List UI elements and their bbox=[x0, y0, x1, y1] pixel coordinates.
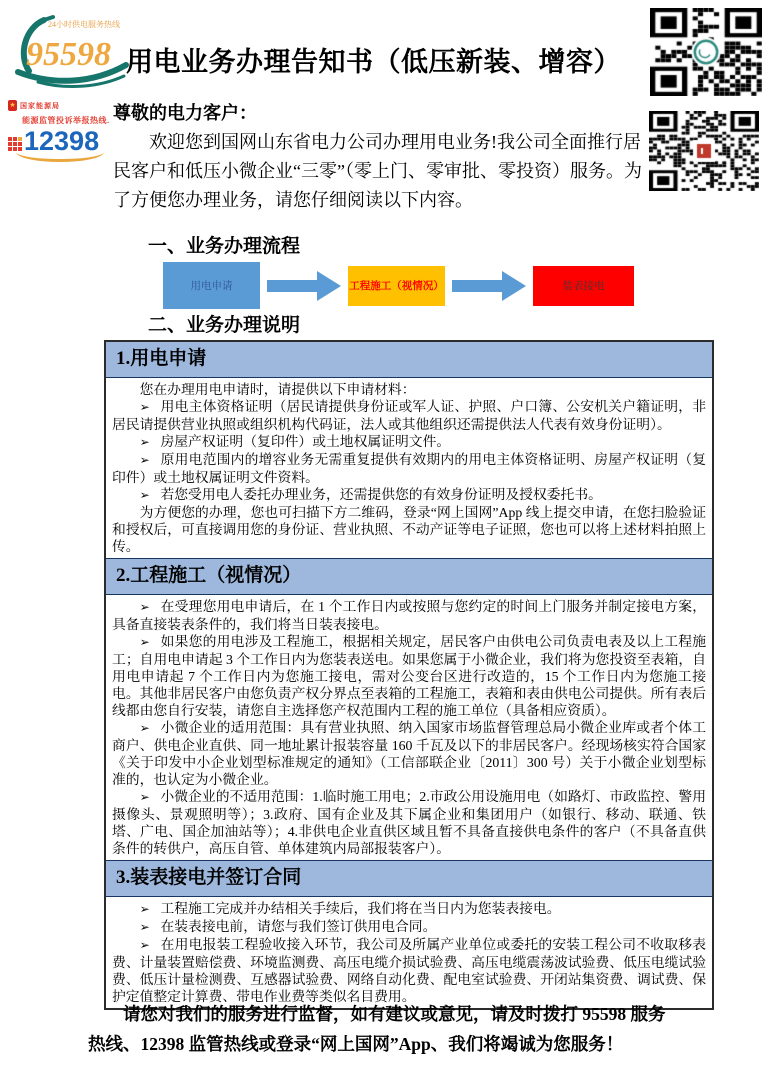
table-section-body bbox=[106, 595, 712, 860]
bullet-arrow-icon: ➢ bbox=[139, 635, 150, 649]
notice-paragraph: 您在办理用电申请时，请提供以下申请材料： bbox=[139, 382, 416, 397]
flow-step-box bbox=[348, 266, 445, 306]
logo-12398-agency: 国家能源局 bbox=[20, 102, 60, 110]
notice-paragraph: ➢ 小微企业的不适用范围：1.临时施工用电；2.市政公用设施用电（如路灯、市政监控、警用摄像头、景观照明等）；3.政府、国有企业及其下属企业和集团用户（如银行、移动、联通、铁塔、广电、国企加油站等）；4.非供电企业直供区域且暂不具备直接供电条件的客户（不具备直供条件的转供户，高压自管、单体建筑内局部报装客户）。 bbox=[112, 789, 706, 856]
table-section-header: 3.装表接电并签订合同 bbox=[106, 860, 712, 897]
flowchart bbox=[163, 262, 643, 309]
intro-paragraph: 欢迎您到国网山东省电力公司办理用电业务!我公司全面推行居民客户和低压小微企业“三零”（零上门、零审批、零投资）服务。为了方便您办理业务，请您仔细阅读以下内容。 bbox=[113, 132, 642, 210]
national-emblem-icon: ★ bbox=[9, 101, 16, 109]
flow-step-label: 用电申请 bbox=[190, 280, 233, 292]
logo-12398 bbox=[8, 100, 112, 168]
heading-flow: 一、业务办理流程 bbox=[148, 236, 301, 257]
table-section-header: 2.工程施工（视情况） bbox=[106, 558, 712, 595]
flow-arrow-icon bbox=[450, 271, 528, 301]
notice-paragraph: ➢ 在受理您用电申请后，在 1 个工作日内或按照与您约定的时间上门服务并制定接电方案，具备直接装表条件的，我们将当日装表接电。 bbox=[112, 599, 706, 632]
logo-95598-graphic bbox=[12, 8, 130, 96]
logo-95598-number: 95598 bbox=[26, 36, 111, 73]
notice-paragraph: 为方便您的办理，您也可扫描下方二维码，登录“网上国网”App 线上提交申请，在您扫脸验证和授权后，可直接调用您的身份证、营业执照、不动产证等电子证照，您也可以将上述材料拍照上传。 bbox=[112, 505, 706, 554]
notice-paragraph: ➢ 工程施工完成并办结相关手续后，我们将在当日内为您装表接电。 bbox=[139, 901, 561, 916]
flow-step-box bbox=[163, 262, 260, 309]
phone-keypad-icon bbox=[8, 137, 22, 153]
bullet-arrow-icon: ➢ bbox=[139, 721, 150, 735]
logo-12398-agency-row bbox=[8, 100, 112, 111]
bullet-arrow-icon: ➢ bbox=[139, 902, 150, 916]
flow-step-label: 装表接电 bbox=[562, 280, 605, 292]
notice-paragraph: ➢ 用电主体资格证明（居民请提供身份证或军人证、护照、户口簿、公安机关户籍证明，非居民请提供营业执照或组织机构代码证，法人或其他组织还需提供法人代表有效身份证明）。 bbox=[112, 399, 706, 432]
bullet-arrow-icon: ➢ bbox=[139, 790, 150, 804]
logo-12398-tagline: 能源监管投诉举报热线. bbox=[22, 116, 110, 125]
bullet-arrow-icon: ➢ bbox=[139, 488, 150, 502]
salutation: 尊敬的电力客户： bbox=[113, 103, 257, 123]
bullet-arrow-icon: ➢ bbox=[139, 400, 150, 414]
flow-arrow-icon bbox=[265, 271, 343, 301]
greeting-block bbox=[113, 100, 653, 215]
table-section-header: 1.用电申请 bbox=[106, 342, 712, 378]
table-section-body bbox=[106, 378, 712, 558]
bullet-arrow-icon: ➢ bbox=[139, 453, 150, 467]
notice-paragraph: ➢ 在装表接电前，请您与我们签订供用电合同。 bbox=[139, 919, 437, 934]
notice-paragraph: ➢ 若您受用电人委托办理业务，还需提供您的有效身份证明及授权委托书。 bbox=[139, 487, 602, 502]
logo-12398-number-row bbox=[8, 127, 112, 155]
notice-paragraph: ➢ 原用电范围内的增容业务无需重复提供有效期内的用电主体资格证明、房屋产权证明（复印件）或土地权属证明文件资料。 bbox=[112, 452, 706, 485]
notice-paragraph: ➢ 在用电报装工程验收接入环节，我公司及所属产业单位或委托的安装工程公司不收取移表费、计量装置赔偿费、环境监测费、高压电缆介损试验费、高压电缆震荡波试验费、低压电缆试验费、低压计量检测费、互感器试验费、网络自动化费、配电室试验费、开闭站集资费、调试费、保护定值整定计算费、带电作业费等类似名目费用。 bbox=[112, 937, 706, 1004]
footer-note: 请您对我们的服务进行监督，如有建议或意见，请及时拨打 95598 服务热线、12398 监管热线或登录“网上国网”App、我们将竭诚为您服务！ bbox=[88, 1004, 666, 1054]
bullet-arrow-icon: ➢ bbox=[139, 920, 150, 934]
flow-step-label: 工程施工（视情况） bbox=[349, 280, 444, 292]
qr-code-top-icon bbox=[650, 8, 762, 96]
table-section-body bbox=[106, 897, 712, 1008]
flow-step-box bbox=[533, 266, 634, 306]
bullet-arrow-icon: ➢ bbox=[139, 600, 150, 614]
document-title: 用电业务办理告知书（低压新装、增容） bbox=[126, 47, 621, 77]
notice-paragraph: ➢ 小微企业的适用范围：具有营业执照、纳入国家市场监督管理总局小微企业库或者个体工商户、供电企业直供、同一地址累计报装容量 160 千瓦及以下的非居民客户。经现场核实符合国家《关于印发中小企业划型标准规定的通知》（工信部联企业〔2011〕300 号）关于小微企业划型标准的，也认定为小微企业。 bbox=[112, 720, 706, 787]
notice-paragraph: ➢ 房屋产权证明（复印件）或土地权属证明文件。 bbox=[139, 434, 451, 449]
notice-table bbox=[104, 340, 714, 1010]
bullet-arrow-icon: ➢ bbox=[139, 938, 150, 952]
logo-95598-tagline: 24小时供电服务热线 bbox=[48, 20, 120, 29]
logo-12398-number: 12398 bbox=[24, 126, 100, 156]
bullet-arrow-icon: ➢ bbox=[139, 435, 150, 449]
logo-95598 bbox=[12, 8, 130, 96]
notice-paragraph: ➢ 如果您的用电涉及工程施工，根据相关规定，居民客户由供电公司负责电表及以上工程施工；自用电申请起 3 个工作日内为您装表送电。如果您属于小微企业，我们将为您投资至表箱，自用电申请起 7 个工作日内为您施工接电，需对公变台区进行改造的，15 个工作日内为您施工接电。其他非居民客户由您负责产权分界点至表箱的工程施工，表箱和表由供电公司提供。所有表后线都由您自行安装，请您自主选择您产权范围内工程的施工单位（具备相应资质）。 bbox=[112, 634, 706, 718]
heading-description: 二、业务办理说明 bbox=[148, 315, 301, 336]
qr-code-app-icon bbox=[649, 111, 759, 191]
